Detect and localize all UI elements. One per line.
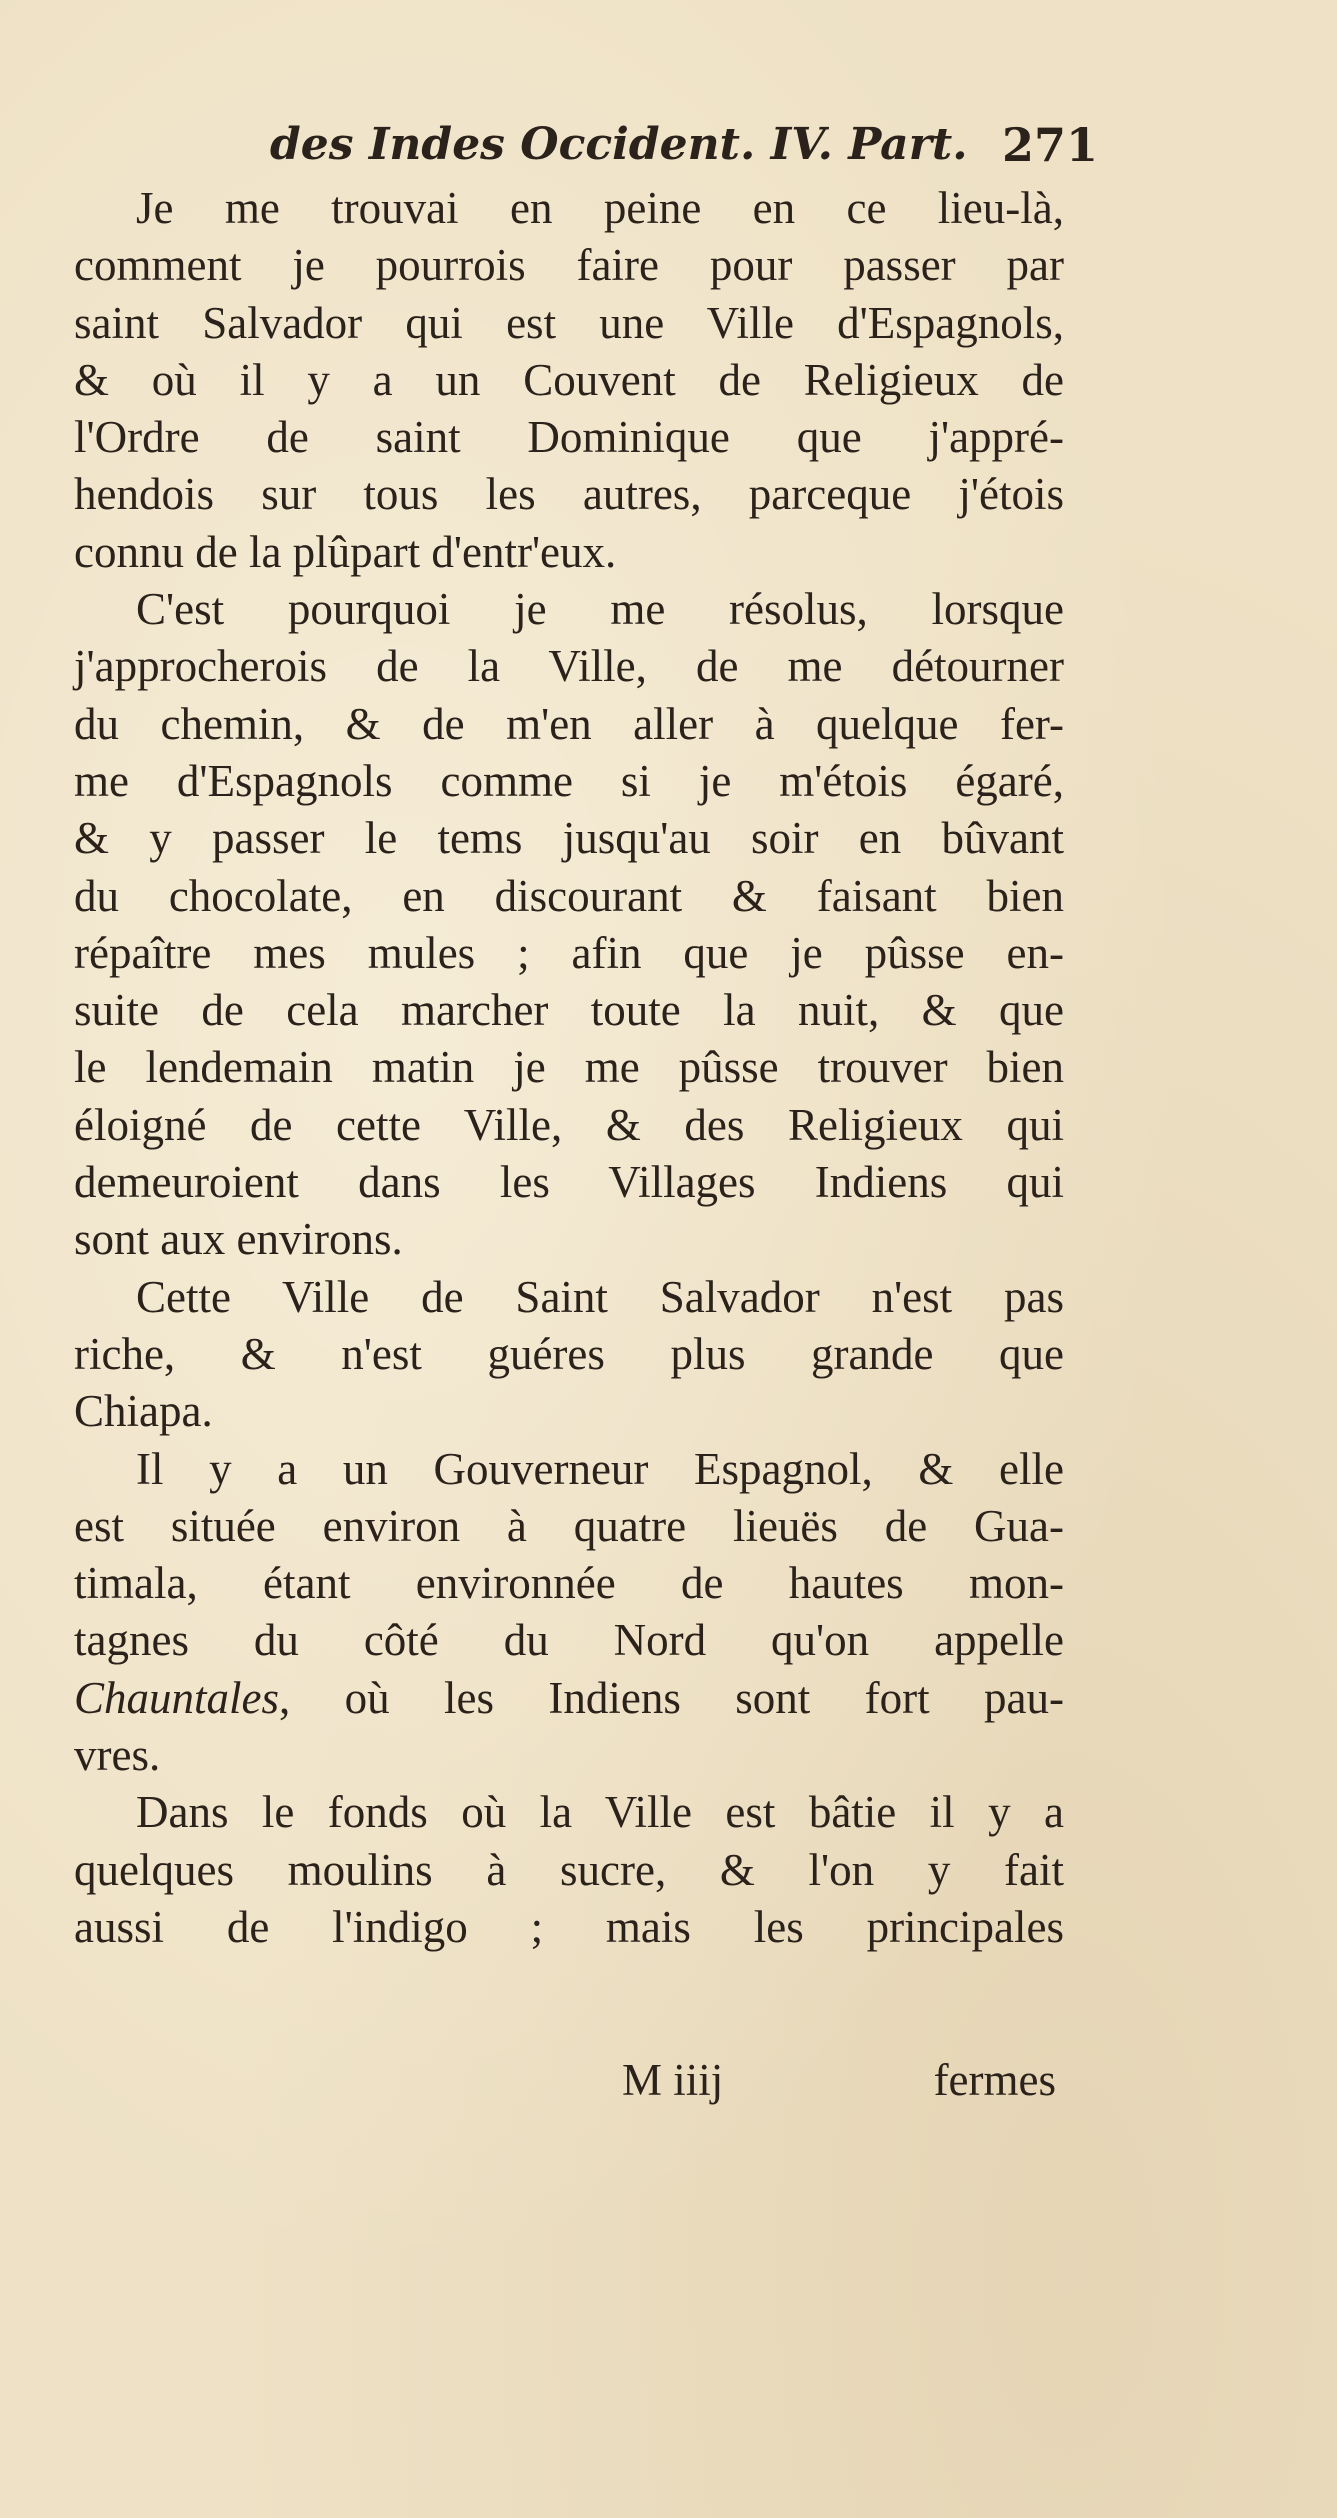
- text-line: répaître mes mules ; afin que je pûsse en-: [74, 927, 1064, 978]
- text-line: C'est pourquoi je me résolus, lorsque: [136, 584, 1064, 635]
- text-line: quelques moulins à sucre, & l'on y fait: [74, 1844, 1064, 1895]
- text-line: Chiapa.: [74, 1386, 213, 1437]
- running-title: des Indes Occident. IV. Part.: [270, 119, 968, 170]
- text-line: hendois sur tous les autres, parceque j'étois: [74, 469, 1064, 520]
- text-line: suite de cela marcher toute la nuit, & que: [74, 985, 1064, 1036]
- text-line: saint Salvador qui est une Ville d'Espagnols,: [74, 297, 1064, 348]
- text-line: comment je pourrois faire pour passer par: [74, 240, 1064, 291]
- text-line: me d'Espagnols comme si je m'étois égaré,: [74, 755, 1064, 806]
- text-line: Il y a un Gouverneur Espagnol, & elle: [136, 1443, 1064, 1494]
- text-line: sont aux environs.: [74, 1214, 403, 1265]
- running-header: [270, 115, 1098, 175]
- signature-catchword-line: [74, 2050, 1064, 2110]
- text-line: timala, étant environnée de hautes mon-: [74, 1558, 1064, 1609]
- text-line: Chauntales, où les Indiens sont fort pau-: [74, 1672, 1064, 1723]
- text-line: Je me trouvai en peine en ce lieu-là,: [136, 183, 1064, 233]
- text-line: vres.: [74, 1730, 161, 1781]
- text-line: Dans le fonds où la Ville est bâtie il y a: [136, 1787, 1064, 1838]
- text-line: connu de la plûpart d'entr'eux.: [74, 526, 617, 577]
- text-line: du chocolate, en discourant & faisant bien: [74, 870, 1064, 921]
- text-line: l'Ordre de saint Dominique que j'appré-: [74, 412, 1064, 463]
- text-line: Cette Ville de Saint Salvador n'est pas: [136, 1271, 1064, 1322]
- page-number: 271: [1001, 118, 1098, 172]
- text-line: du chemin, & de m'en aller à quelque fer-: [74, 698, 1064, 749]
- text-line: j'approcherois de la Ville, de me détourner: [74, 641, 1064, 692]
- text-line: éloigné de cette Ville, & des Religieux qui: [74, 1099, 1064, 1150]
- text-line: demeuroient dans les Villages Indiens qui: [74, 1157, 1064, 1208]
- body-text: [74, 180, 1064, 1956]
- text-line: le lendemain matin je me pûsse trouver bien: [74, 1042, 1064, 1093]
- text-line: riche, & n'est guéres plus grande que: [74, 1328, 1064, 1379]
- text-line: est située environ à quatre lieuës de Gua-: [74, 1500, 1064, 1551]
- signature-mark: M iiij: [622, 2055, 724, 2105]
- italic-place-name: Chauntales: [74, 1672, 280, 1723]
- text-line: & où il y a un Couvent de Religieux de: [74, 354, 1064, 405]
- catchword: fermes: [933, 2055, 1056, 2105]
- text-line: aussi de l'indigo ; mais les principales: [74, 1901, 1064, 1952]
- text-line: tagnes du côté du Nord qu'on appelle: [74, 1615, 1064, 1666]
- text-line: & y passer le tems jusqu'au soir en bûvant: [74, 813, 1064, 864]
